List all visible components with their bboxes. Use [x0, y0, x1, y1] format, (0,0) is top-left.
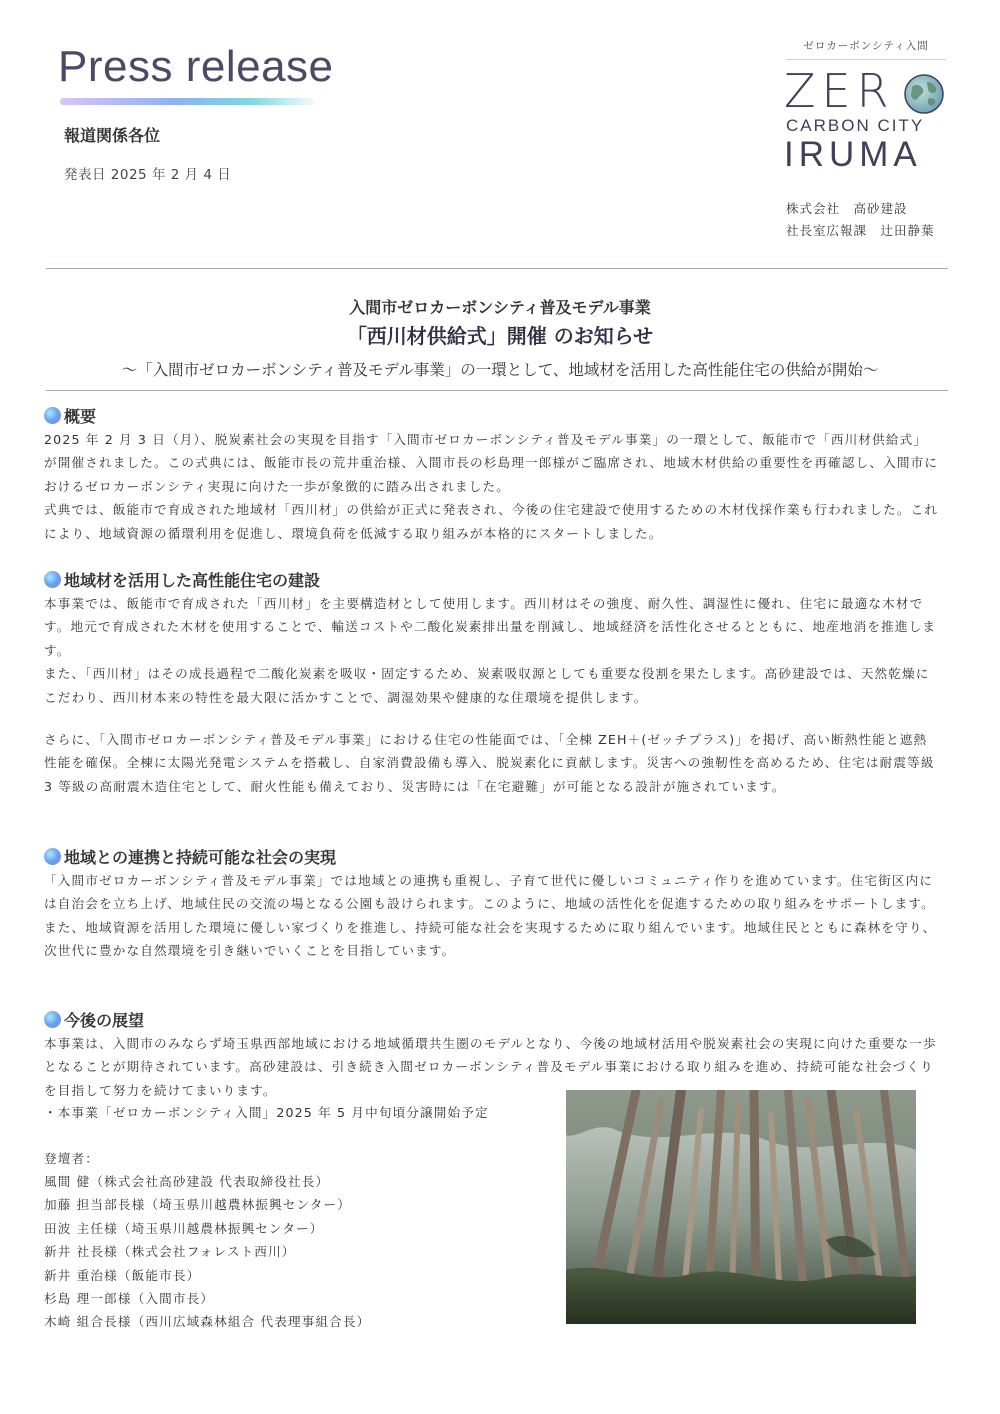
divider-top [46, 268, 948, 269]
section-heading-text: 地域との連携と持続可能な社会の実現 [64, 848, 337, 867]
press-release-title: Press release [58, 42, 334, 91]
section-body-overview: 2025 年 2 月 3 日（月）、脱炭素社会の実現を目指す「入間市ゼロカーボンシティ普及モデル事業」の一環として、飯能市で「西川材供給式」が開催されました。この式典には、飯能市長の荒井重治様、入間市長の杉島理一郎様がご臨席され、地域木材供給の重要性を再確認し、入間市におけるゼロカーボンシティ実現に向けた一歩が象徴的に踏み出されました。 式典では、飯能市で育成された地域材「西川材」の供給が正式に発表され、今後の住宅建設で使用するための木材伐採作業も行われました。これにより、地域資源の循環利用を促進し、環境負荷を低減する取り組みが本格的にスタートしました。 [44, 432, 939, 541]
logo-carbon-city: CARBON CITY [786, 116, 925, 135]
logo-zero-text: ZER [784, 64, 895, 118]
recipient: 報道関係各位 [64, 126, 161, 145]
bullet-dot-icon [44, 848, 61, 865]
section-heading-text: 今後の展望 [64, 1011, 145, 1030]
section-heading-housing [44, 568, 320, 591]
sales-note: ・本事業「ゼロカーボンシティ入間」2025 年 5 月中旬頃分譲開始予定 [44, 1105, 489, 1120]
headline-title: 「西川材供給式」開催 のお知らせ [346, 324, 654, 348]
headline-program: 入間市ゼロカーボンシティ普及モデル事業 [349, 298, 651, 317]
headline-subtitle: ～「入間市ゼロカーボンシティ普及モデル事業」の一環として、地域材を活用した高性能住宅の供給が開始～ [121, 361, 879, 379]
section-body-outlook: 本事業は、入間市のみならず埼玉県西部地域における地域循環共生圏のモデルとなり、今後の地域材活用や脱炭素社会の実現に向けた重要な一歩となることが期待されています。高砂建設は、引き続き入間ゼロカーボンシティ普及モデル事業における取り組みを進め、持続可能な社会づくりを目指して努力を続けてまいります。 [44, 1036, 937, 1098]
logo-iruma: IRUMA [784, 135, 922, 174]
release-date: 発表日 2025 年 2 月 4 日 [64, 167, 232, 183]
title-gradient-underline [60, 98, 315, 105]
speaker-item: 杉島 理一郎様（入間市長） [44, 1291, 215, 1307]
divider-headline [46, 390, 948, 391]
logo-tagline: ゼロカーボンシティ入間 [786, 38, 946, 60]
section-heading-community [44, 845, 336, 868]
section-body-housing-performance: さらに、「入間市ゼロカーボンシティ普及モデル事業」における住宅の性能面では、「全棟 ZEH＋(ゼッチプラス)」を掲げ、高い断熱性能と遮熱性能を確保。全棟に太陽光発電システムを搭載し、自家消費設備も導入、脱炭素化に貢献します。災害への強靭性を高めるため、住宅は耐震等級 3 等級の高耐震木造住宅として、耐火性能も備えており、災害時には「在宅避難」が可能となる設計が施されています。 [44, 732, 935, 794]
speaker-item: 田波 主任様（埼玉県川越農林振興センター） [44, 1220, 324, 1236]
section-heading-overview [44, 404, 96, 427]
issuer-contact: 社長室広報課 辻田静葉 [786, 223, 935, 238]
speaker-item: 風間 健（株式会社高砂建設 代表取締役社長） [44, 1174, 330, 1189]
speaker-item: 新井 重治様（飯能市長） [44, 1267, 201, 1283]
speaker-item: 加藤 担当部長様（埼玉県川越農林振興センター） [44, 1197, 352, 1213]
section-heading-outlook [44, 1008, 144, 1031]
speaker-item: 木崎 組合長様（西川広域森林組合 代表理事組合長） [44, 1314, 371, 1330]
section-body-community: 「入間市ゼロカーボンシティ普及モデル事業」では地域との連携も重視し、子育て世代に優しいコミュニティ作りを進めています。住宅街区内には自治会を立ち上げ、地域住民の交流の場となる公園も設けられます。このように、地域の活性化を促進するための取り組みをサポートします。 また、地域資源を活用した環境に優しい家づくりを推進し、持続可能な社会を実現するために取り組んでいます。地域住民とともに森林を守り、次世代に豊かな自然環境を引き継いでいくことを目指しています。 [44, 873, 937, 959]
globe-icon [903, 73, 945, 115]
bullet-dot-icon [44, 571, 61, 588]
section-heading-text: 概要 [64, 407, 97, 426]
speakers-list [44, 1170, 544, 1334]
speaker-item: 新井 社長様（株式会社フォレスト西川） [44, 1244, 296, 1260]
section-body-housing: 本事業では、飯能市で育成された「西川材」を主要構造材として使用します。西川材はその強度、耐久性、調湿性に優れ、住宅に最適な木材です。地元で育成された木材を使用することで、輸送コストや二酸化炭素排出量を削減し、地域経済を活性化させるとともに、地産地消を推進します。 また、「西川材」はその成長過程で二酸化炭素を吸収・固定するため、炭素吸収源としても重要な役割を果たします。高砂建設では、天然乾燥にこだわり、西川材本来の特性を最大限に活かすことで、調湿効果や健康的な住環境を提供します。 [44, 596, 937, 705]
forest-photo [566, 1090, 916, 1324]
bullet-dot-icon [44, 1011, 61, 1028]
speakers-label: 登壇者： [44, 1151, 99, 1166]
issuer-company: 株式会社 高砂建設 [786, 201, 908, 216]
section-heading-text: 地域材を活用した高性能住宅の建設 [64, 571, 321, 590]
bullet-dot-icon [44, 407, 61, 424]
